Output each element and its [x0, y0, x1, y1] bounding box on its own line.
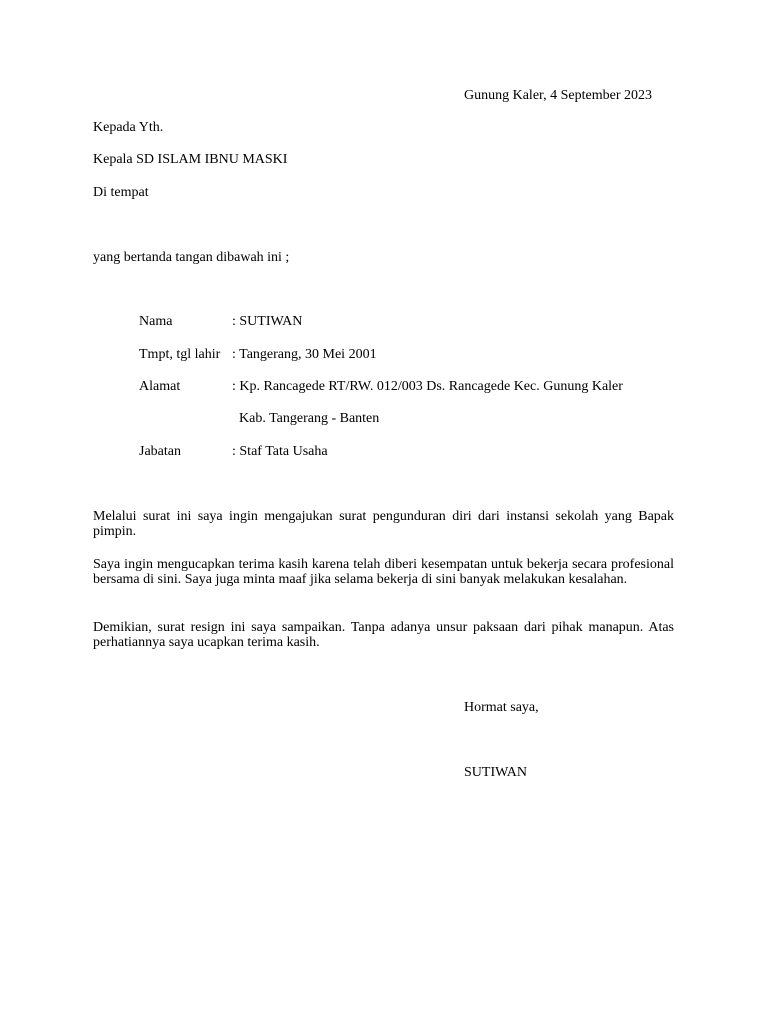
- body-paragraph-3: Demikian, surat resign ini saya sampaikan. Tanpa adanya unsur paksaan dari pihak manapun. Atas perhatiannya saya ucapkan terima kasih.: [93, 620, 674, 650]
- field-value-name: : SUTIWAN: [232, 314, 303, 329]
- field-label-birth: Tmpt, tgl lahir: [139, 347, 221, 362]
- body-paragraph-2: Saya ingin mengucapkan terima kasih karena telah diberi kesempatan untuk bekerja secara profesional bersama di sini. Saya juga minta maaf jika selama bekerja di sini banyak melakukan kesalahan.: [93, 557, 674, 587]
- field-label-name: Nama: [139, 314, 173, 329]
- field-label-address: Alamat: [139, 379, 181, 394]
- signatory-name: SUTIWAN: [464, 765, 527, 780]
- recipient-location: Di tempat: [93, 185, 149, 200]
- field-value-position: : Staf Tata Usaha: [232, 444, 328, 459]
- field-value-address-line2: Kab. Tangerang - Banten: [239, 411, 380, 426]
- body-paragraph-1: Melalui surat ini saya ingin mengajukan surat pengunduran diri dari instansi sekolah yang Bapak pimpin.: [93, 509, 674, 539]
- intro-text: yang bertanda tangan dibawah ini ;: [93, 250, 290, 265]
- recipient-name: Kepala SD ISLAM IBNU MASKI: [93, 152, 288, 167]
- place-date: Gunung Kaler, 4 September 2023: [464, 88, 653, 103]
- field-label-position: Jabatan: [139, 444, 181, 459]
- field-value-address-line1: : Kp. Rancagede RT/RW. 012/003 Ds. Rancagede Kec. Gunung Kaler: [232, 379, 623, 394]
- closing: Hormat saya,: [464, 700, 539, 715]
- field-value-birth: : Tangerang, 30 Mei 2001: [232, 347, 377, 362]
- recipient-salutation: Kepada Yth.: [93, 120, 164, 135]
